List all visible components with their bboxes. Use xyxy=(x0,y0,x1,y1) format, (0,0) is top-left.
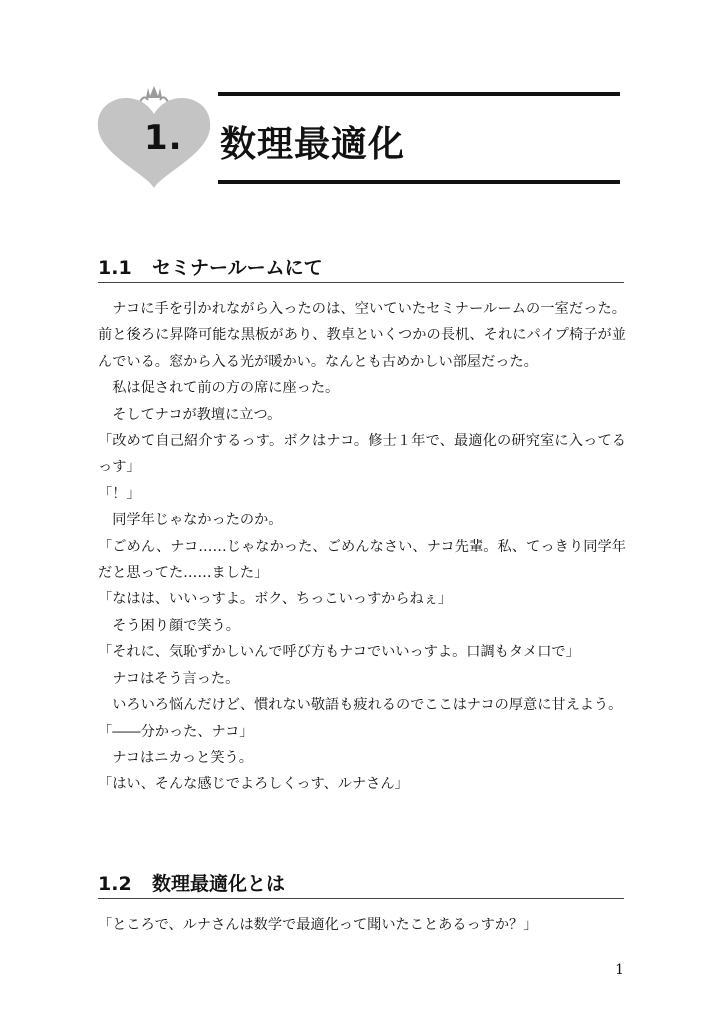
paragraph: 「改めて自己紹介するっす。ボクはナコ。修士１年で、最適化の研究室に入ってるっす」 xyxy=(98,433,626,476)
paragraph: 「！」 xyxy=(98,485,141,502)
paragraph: そう困り顔で笑う。 xyxy=(112,617,240,634)
section-heading-1-2 xyxy=(98,872,624,899)
chapter-number: 1. xyxy=(144,118,183,158)
paragraph: 「――分かった、ナコ」 xyxy=(98,723,254,740)
section-heading-1-1 xyxy=(98,256,624,283)
paragraph: いろいろ悩んだけど、慣れない敬語も疲れるのでここはナコの厚意に甘えよう。 xyxy=(112,697,623,714)
paragraph: 「ところで、ルナさんは数学で最適化って聞いたことあるっすか？」 xyxy=(98,917,538,933)
paragraph: 「なはは、いいっすよ。ボク、ちっこいっすからねぇ」 xyxy=(98,591,453,608)
section-number: 1.2 xyxy=(98,873,132,895)
paragraph: ナコに手を引かれながら入ったのは、空いていたセミナールームの一室だった。前と後ろに昇降可能な黒板があり、教卓といくつかの長机、それにパイプ椅子が並んでいる。窓から入る光が暖かい。なんとも古めかしい部屋だった。 xyxy=(98,301,626,370)
chapter-top-rule xyxy=(218,92,620,96)
paragraph: 「はい、そんな感じでよろしくっす、ルナさん」 xyxy=(98,776,409,793)
section-title: セミナールームにて xyxy=(152,257,323,279)
chapter-title: 数理最適化 xyxy=(220,124,406,165)
section-body-1-2 xyxy=(98,912,626,938)
chapter-bottom-rule xyxy=(218,180,620,184)
section-number: 1.1 xyxy=(98,257,132,279)
paragraph: ナコはニカっと笑う。 xyxy=(112,749,253,766)
paragraph: そしてナコが教壇に立つ。 xyxy=(112,406,282,423)
page-number: 1 xyxy=(615,962,624,978)
paragraph: ナコはそう言った。 xyxy=(112,670,240,687)
paragraph: 同学年じゃなかったのか。 xyxy=(112,512,283,529)
section-title: 数理最適化とは xyxy=(152,873,286,895)
paragraph: 「それに、気恥ずかしいんで呼び方もナコでいいっすよ。口調もタメ口で」 xyxy=(98,644,580,661)
section-body-1-1 xyxy=(98,296,626,798)
paragraph: 「ごめん、ナコ……じゃなかった、ごめんなさい、ナコ先輩。私、てっきり同学年だと思ってた……ました」 xyxy=(98,538,626,582)
paragraph: 私は促されて前の方の席に座った。 xyxy=(112,380,340,397)
